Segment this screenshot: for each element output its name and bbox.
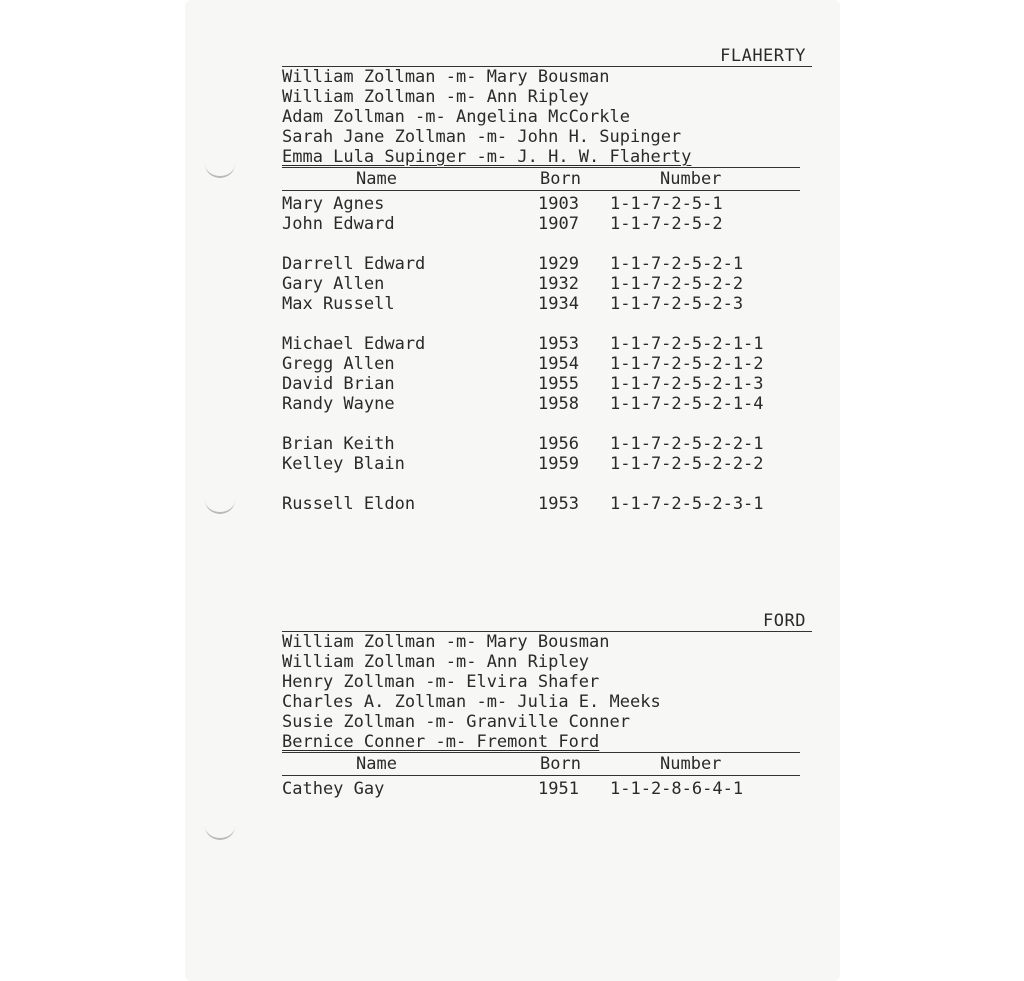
genealogy-number: 1-1-7-2-5-2-1 — [610, 254, 744, 274]
header-born: Born — [540, 754, 581, 774]
lineage-line: Susie Zollman -m- Granville Conner — [282, 712, 630, 732]
birth-year: 1953 — [538, 494, 579, 514]
birth-year: 1953 — [538, 334, 579, 354]
group-spacer — [282, 414, 812, 434]
table-row — [282, 434, 812, 454]
header-number: Number — [660, 754, 722, 774]
lineage-line: Bernice Conner -m- Fremont Ford — [282, 732, 600, 752]
genealogy-number: 1-1-7-2-5-2-1-4 — [610, 394, 764, 414]
birth-year: 1951 — [538, 779, 579, 799]
genealogy-number: 1-1-2-8-6-4-1 — [610, 779, 744, 799]
lineage-line: William Zollman -m- Mary Bousman — [282, 67, 610, 87]
group-spacer — [282, 314, 812, 334]
genealogy-number: 1-1-7-2-5-2-2 — [610, 274, 744, 294]
birth-year: 1956 — [538, 434, 579, 454]
lineage-list — [282, 67, 812, 167]
surname-heading: FORD — [763, 611, 806, 631]
header-name: Name — [356, 169, 397, 189]
genealogy-number: 1-1-7-2-5-2-3-1 — [610, 494, 764, 514]
table-row — [282, 779, 812, 799]
lineage-line: Sarah Jane Zollman -m- John H. Supinger — [282, 127, 682, 147]
child-name: Randy Wayne — [282, 394, 395, 414]
child-name: John Edward — [282, 214, 395, 234]
table-row — [282, 454, 812, 474]
birth-year: 1903 — [538, 194, 579, 214]
birth-year: 1955 — [538, 374, 579, 394]
group-spacer — [282, 474, 812, 494]
lineage-line: William Zollman -m- Ann Ripley — [282, 652, 590, 672]
birth-year: 1929 — [538, 254, 579, 274]
child-name: Gregg Allen — [282, 354, 395, 374]
table-row — [282, 274, 812, 294]
child-name: Mary Agnes — [282, 194, 385, 214]
child-name: Brian Keith — [282, 434, 395, 454]
table-row — [282, 394, 812, 414]
birth-year: 1959 — [538, 454, 579, 474]
lineage-line: Adam Zollman -m- Angelina McCorkle — [282, 107, 630, 127]
table-row — [282, 214, 812, 234]
genealogy-number: 1-1-7-2-5-2-1-1 — [610, 334, 764, 354]
birth-year: 1958 — [538, 394, 579, 414]
genealogy-number: 1-1-7-2-5-1 — [610, 194, 723, 214]
lineage-line: Charles A. Zollman -m- Julia E. Meeks — [282, 692, 661, 712]
birth-year: 1907 — [538, 214, 579, 234]
genealogy-number: 1-1-7-2-5-2-1-3 — [610, 374, 764, 394]
genealogy-number: 1-1-7-2-5-2 — [610, 214, 723, 234]
header-born: Born — [540, 169, 581, 189]
table-row — [282, 334, 812, 354]
birth-year: 1934 — [538, 294, 579, 314]
table-row — [282, 294, 812, 314]
lineage-line: William Zollman -m- Mary Bousman — [282, 632, 610, 652]
child-name: Kelley Blain — [282, 454, 405, 474]
genealogy-number: 1-1-7-2-5-2-3 — [610, 294, 744, 314]
lineage-list — [282, 632, 812, 752]
child-name: Michael Edward — [282, 334, 426, 354]
punch-hole — [205, 150, 235, 178]
column-headers — [282, 753, 812, 775]
genealogy-number: 1-1-7-2-5-2-1-2 — [610, 354, 764, 374]
header-number: Number — [660, 169, 722, 189]
lineage-line: Emma Lula Supinger -m- J. H. W. Flaherty — [282, 147, 692, 167]
header-name: Name — [356, 754, 397, 774]
table-row — [282, 254, 812, 274]
lineage-line: Henry Zollman -m- Elvira Shafer — [282, 672, 600, 692]
table-row — [282, 194, 812, 214]
punch-hole — [205, 486, 235, 514]
genealogy-number: 1-1-7-2-5-2-2-2 — [610, 454, 764, 474]
child-name: David Brian — [282, 374, 395, 394]
table-row — [282, 374, 812, 394]
child-name: Gary Allen — [282, 274, 385, 294]
punch-hole — [205, 812, 235, 840]
birth-year: 1954 — [538, 354, 579, 374]
child-name: Darrell Edward — [282, 254, 426, 274]
table-row — [282, 494, 812, 514]
family-section-ford — [282, 612, 812, 799]
surname-heading: FLAHERTY — [720, 46, 806, 66]
birth-year: 1932 — [538, 274, 579, 294]
family-section-flaherty — [282, 47, 812, 514]
column-headers — [282, 168, 812, 190]
group-spacer — [282, 234, 812, 254]
genealogy-number: 1-1-7-2-5-2-2-1 — [610, 434, 764, 454]
child-name: Russell Eldon — [282, 494, 416, 514]
child-name: Max Russell — [282, 294, 395, 314]
child-name: Cathey Gay — [282, 779, 385, 799]
lineage-line: William Zollman -m- Ann Ripley — [282, 87, 590, 107]
table-row — [282, 354, 812, 374]
